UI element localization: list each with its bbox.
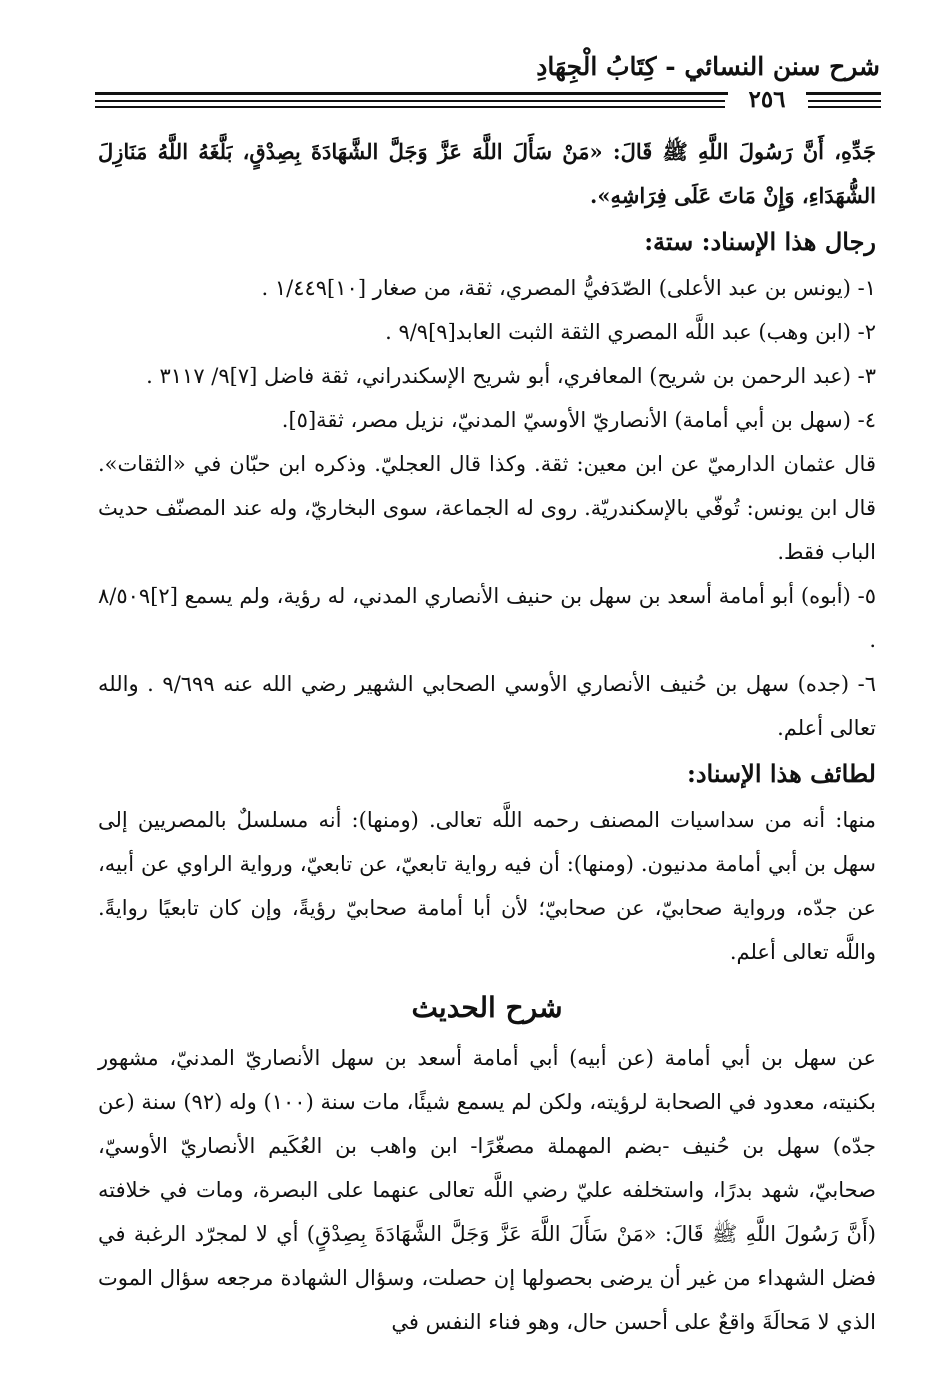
narrator-item: ١- (يونس بن عبد الأعلى) الصّدَفيُّ المصري، ثقة، من صغار [١٠]١/٤٤٩ .: [261, 276, 876, 300]
explanation-paragraph: عن سهل بن أبي أمامة (عن أبيه) أبي أمامة أسعد بن سهل الأنصاريّ المدنيّ، مشهور بكنيته، معدود في الصحابة لرؤيته، ولكن لم يسمع شيئًا، مات سنة (١٠٠) وله (٩٢) سنة (عن جدّه) سهل بن حُنيف -بضم المهملة مصغّرًا- ابن واهب بن العُكَيم الأنصاريّ الأوسيّ، صحابيّ، شهد بدرًا، واستخلفه عليّ رضي اللَّه تعالى عنهما على البصرة، ومات في خلافته (أَنَّ رَسُولَ اللَّهِ ﷺ قَالَ: «مَنْ سَأَلَ اللَّهَ عَزَّ وَجَلَّ الشَّهَادَةَ بِصِدْقٍ) أي لا لمجرّد الرغبة في فضل الشهداء من غير أن يرضى بحصولها إن حصلت، وسؤال الشهادة مرجعه سؤال الموت الذي لا مَحالَةَ واقعٌ على أحسن حال، وهو فناء النفس في: [98, 1046, 876, 1334]
narrator-item: ٢- (ابن وهب) عبد اللَّه المصري الثقة الثبت العابد[٩]٩/٩ .: [385, 320, 876, 344]
header-rule-right-1: [808, 100, 881, 102]
narrator-item: ٦- (جده) سهل بن حُنيف الأنصاري الأوسي الصحابي الشهير رضي الله عنه ٩/٦٩٩ . والله تعالى أعلم.: [98, 672, 876, 740]
section-heading-subtleties: لطائف هذا الإسناد:: [686, 759, 876, 788]
page-number: ٢٥٦: [728, 86, 806, 113]
section-heading-explanation: شرح الحديث: [411, 991, 563, 1024]
narrator-item: ٥- (أبوه) أبو أمامة أسعد بن سهل بن حنيف الأنصاري المدني، له رؤية، ولم يسمع [٢]٨/٥٠٩ .: [98, 584, 876, 652]
header-rule-left-1: [95, 100, 725, 102]
hadith-text: جَدِّهِ، أَنَّ رَسُولَ اللَّهِ ﷺ قَالَ: «مَنْ سَأَلَ اللَّهَ عَزَّ وَجَلَّ الشَّهَادَةَ بِصِدْقٍ، بَلَّغَهُ اللَّهُ مَنَازِلَ الشُّهَدَاءِ، وَإِنْ مَاتَ عَلَى فِرَاشِهِ».: [98, 139, 876, 208]
narrator-item: ٣- (عبد الرحمن بن شريح) المعافري، أبو شريح الإسكندراني، ثقة فاضل [٧]٩/ ٣١١٧ .: [146, 364, 876, 388]
section-heading-narrators: رجال هذا الإسناد: ستة:: [644, 227, 876, 256]
main-text: [98, 130, 876, 1344]
narrator-item: ٤- (سهل بن أبي أمامة) الأنصاريّ الأوسيّ المدنيّ، نزيل مصر، ثقة[٥].: [281, 408, 876, 432]
subtleties-paragraph: منها: أنه من سداسيات المصنف رحمه اللَّه تعالى. (ومنها): أنه مسلسلٌ بالمصريين إلى سهل بن أبي أمامة مدنيون. (ومنها): أن فيه رواية تابعيّ، عن تابعيّ، ورواية الراوي عن أبيه، عن جدّه، ورواية صحابيّ، عن صحابيّ؛ لأن أبا أمامة صحابيّ رؤيةً، وإن كان تابعيًا روايةً. واللَّه تعالى أعلم.: [98, 808, 876, 964]
running-title: شرح سنن النسائي - كِتَابُ الْجِهَادِ: [536, 52, 880, 81]
header-rule-right-2: [808, 106, 881, 108]
narrator-note: قال عثمان الدارميّ عن ابن معين: ثقة. وكذا قال العجليّ. وذكره ابن حبّان في «الثقات». قال ابن يونس: تُوفّي بالإسكندريّة. روى له الجماعة، سوى البخاريّ، وله عند المصنّف حديث الباب فقط.: [98, 452, 876, 564]
header-rule-left-2: [95, 106, 725, 108]
